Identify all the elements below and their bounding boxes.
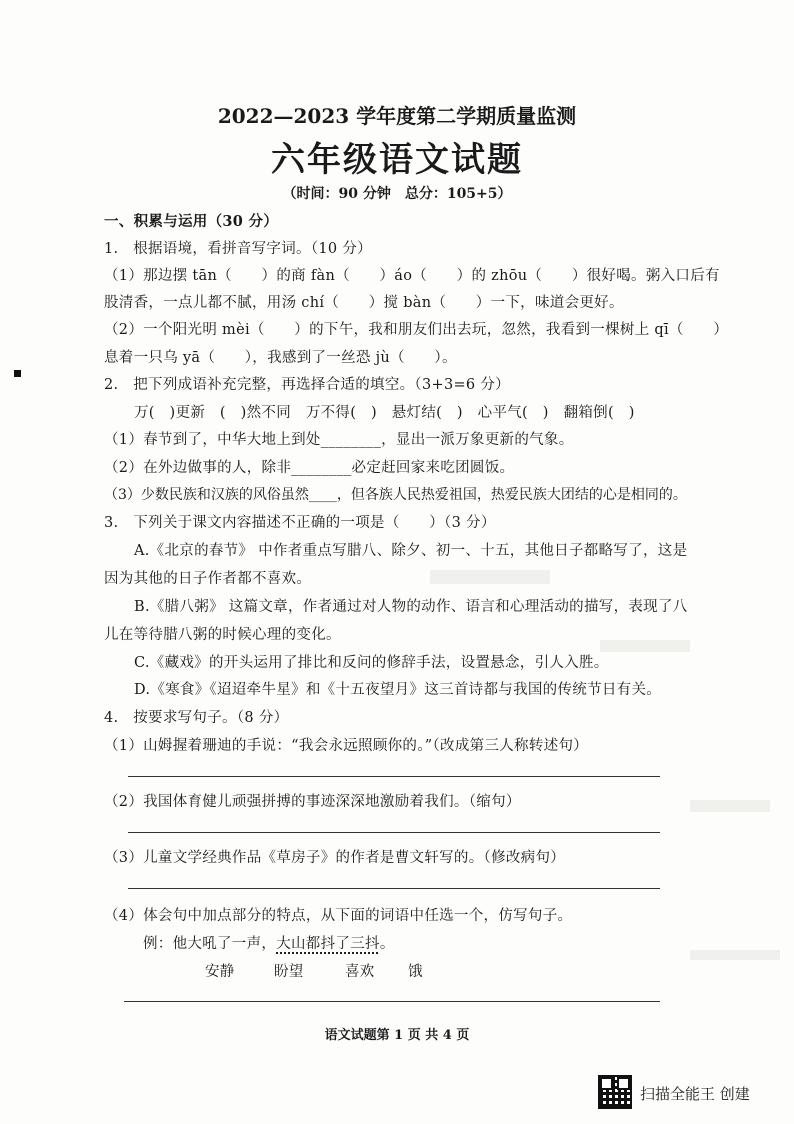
option-c: C.《藏戏》的开头运用了排比和反问的修辞手法，设置悬念，引人入胜。 (134, 655, 609, 671)
example-emphasis: 大山都抖了三抖 (276, 936, 380, 952)
example-prefix: 例：他大吼了一声， (143, 936, 277, 952)
word-choice: 盼望 (274, 964, 304, 980)
question-2-sentence: （1）春节到了，中华大地上到处________，显出一派万象更新的气象。 (104, 432, 574, 448)
question-1-line: （1）那边摆 tān（ ）的商 fàn（ ）áo（ ）的 zhōu（ ）很好喝。粥入口后有 (104, 268, 720, 284)
question-1-line: 息着一只乌 yā（ ），我感到了一丝恐 jù（ ）。 (104, 350, 457, 366)
bleed-through-mark (430, 570, 550, 584)
word-choice: 安静 (205, 964, 235, 980)
question-1-stem: 1. 根据语境，看拼音写字词。（10 分） (104, 241, 372, 257)
question-4-sub: （4）体会句中加点部分的特点，从下面的词语中任选一个，仿写句子。 (104, 908, 573, 924)
section-heading: 一、积累与运用（30 分） (104, 213, 279, 230)
word-choice: 饿 (408, 964, 423, 980)
question-3-stem: 3. 下列关于课文内容描述不正确的一项是（ ）（3 分） (104, 515, 496, 531)
bleed-through-mark (600, 640, 690, 652)
question-2-sentence: （3）少数民族和汉族的风俗虽然____，但各族人民热爱祖国，热爱民族大团结的心是相同的。 (104, 487, 687, 503)
margin-mark (14, 370, 21, 377)
qr-code-icon (598, 1075, 632, 1109)
option-b: B.《腊八粥》 这篇文章，作者通过对人物的动作、语言和心理活动的描写，表现了八 (134, 599, 688, 615)
exam-meta: （时间：90 分钟 总分：105+5） (282, 186, 512, 202)
exam-subtitle: 六年级语文试题 (271, 140, 523, 180)
question-1-line: （2）一个阳光明 mèi（ ）的下午，我和朋友们出去玩，忽然，我看到一棵树上 qī（ ） (104, 322, 729, 338)
option-d: D.《寒食》《迢迢牵牛星》和《十五夜望月》这三首诗都与我国的传统节日有关。 (134, 682, 662, 698)
answer-line[interactable] (128, 888, 660, 889)
question-4-sub: （3）儿童文学经典作品《草房子》的作者是曹文轩写的。（修改病句） (104, 850, 566, 866)
option-a-cont: 因为其他的日子作者都不喜欢。 (104, 571, 312, 587)
answer-line[interactable] (124, 1001, 660, 1002)
scanner-watermark: 扫描全能王 创建 (640, 1085, 750, 1103)
answer-line[interactable] (128, 832, 660, 833)
answer-line[interactable] (128, 776, 660, 777)
option-b-cont: 儿在等待腊八粥的时候心理的变化。 (104, 627, 341, 643)
question-4-sub: （1）山姆握着珊迪的手说：“我会永远照顾你的。”（改成第三人称转述句） (104, 738, 589, 754)
question-2-stem: 2. 把下列成语补充完整，再选择合适的填空。（3+3=6 分） (104, 377, 510, 393)
bleed-through-mark (690, 950, 780, 960)
idiom-list: 万( )更新 ( )然不同 万不得( ) 悬灯结( ) 心平气( ) 翻箱倒( ) (134, 405, 635, 421)
example-sentence (143, 932, 395, 953)
question-1-line: 股清香，一点儿都不腻，用汤 chí（ ）搅 bàn（ ）一下，味道会更好。 (104, 295, 624, 311)
bleed-through-mark (690, 800, 770, 812)
question-4-stem: 4. 按要求写句子。（8 分） (104, 710, 289, 726)
example-suffix: 。 (379, 936, 395, 952)
page-number: 语文试题第 1 页 共 4 页 (324, 1028, 470, 1043)
question-4-sub: （2）我国体育健儿顽强拼搏的事迹深深地激励着我们。（缩句） (104, 794, 521, 810)
option-a: A.《北京的春节》 中作者重点写腊八、除夕、初一、十五，其他日子都略写了，这是 (134, 543, 688, 559)
word-choice: 喜欢 (345, 964, 375, 980)
question-2-sentence: （2）在外边做事的人，除非________必定赶回家来吃团圆饭。 (104, 460, 515, 476)
exam-title: 2022—2023 学年度第二学期质量监测 (217, 104, 577, 128)
